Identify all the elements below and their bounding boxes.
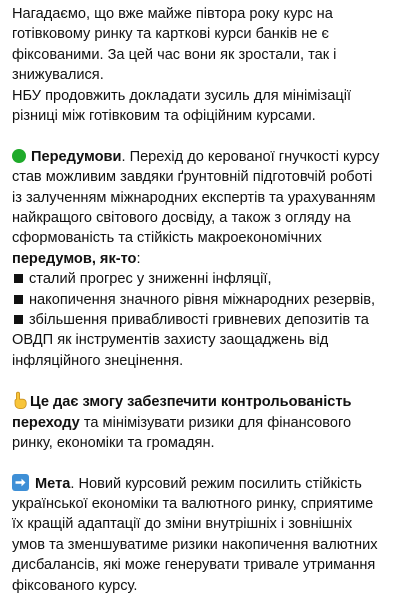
prerequisites-paragraph [12, 147, 392, 371]
text-line: сформованість та стійкість макроекономічних [12, 230, 322, 247]
text-line [12, 474, 392, 494]
text-fragment: та мінімізувати ризики для фінансового [79, 414, 352, 431]
bold-fragment: передумов, як-то [12, 250, 137, 267]
bullet-item [12, 310, 392, 330]
text-line: фіксованими. За цей час вони як зростали, так і [12, 46, 337, 63]
right-arrow-icon [12, 474, 29, 491]
text-line [12, 249, 392, 269]
goal-paragraph [12, 474, 392, 596]
text-line: готівковому ринку та карткові курси банків не є [12, 26, 329, 43]
text-line: Нагадаємо, що вже майже півтора року курс на [12, 6, 333, 22]
control-paragraph [12, 391, 392, 453]
intro-paragraph [12, 4, 392, 126]
square-bullet-icon [14, 315, 23, 324]
text-line: ринку, економіки та громадян. [12, 435, 215, 452]
bullet-text: сталий прогрес у зниженні інфляції, [29, 271, 272, 288]
bullet-item [12, 290, 392, 310]
goal-title: Мета [35, 475, 71, 492]
bold-fragment: Це дає змогу забезпечити контрольованість [30, 394, 352, 411]
square-bullet-icon [14, 274, 23, 283]
text-line [12, 391, 392, 412]
text-line: найкращого світового досвіду, а також з огляду на [12, 210, 351, 227]
bullet-item [12, 269, 392, 289]
text-fragment: : [136, 250, 141, 267]
text-line: різниці між готівковим та офіційним курсами. [12, 108, 316, 125]
text-line: умов та зменшуватиме ризики накопичення валютних [12, 536, 378, 553]
bullet-text-continued: інфляційного знецінення. [12, 352, 184, 369]
text-fragment: . Новий курсовий режим посилить стійкість [70, 475, 362, 492]
prerequisites-title: Передумови [31, 148, 122, 165]
text-line [12, 413, 392, 433]
pointing-hand-icon [12, 391, 28, 409]
text-line: став можливим завдяки ґрунтовній підготовчій роботі [12, 169, 373, 186]
text-line: дисбалансів, які може генерувати тривале утримання [12, 557, 376, 574]
text-line [12, 147, 392, 167]
text-line: української економіки та валютного ринку, сприятиме [12, 495, 374, 512]
square-bullet-icon [14, 295, 23, 304]
text-line: НБУ продовжить докладати зусиль для мінімізації [12, 87, 351, 104]
text-line: знижувалися. [12, 67, 104, 84]
text-line: їх кращій адаптації до зміни внутрішніх і зовнішніх [12, 516, 353, 533]
bullet-text: збільшення привабливості гривневих депозитів та [29, 312, 369, 329]
text-line: фіксованого курсу. [12, 577, 138, 594]
bullet-text: накопичення значного рівня міжнародних резервів, [29, 291, 375, 308]
green-circle-icon [12, 149, 26, 163]
text-line: із залученням міжнародних експертів та урахуванням [12, 189, 376, 206]
bullet-text-continued: ОВДП як інструментів захисту заощаджень від [12, 332, 329, 349]
text-fragment: . Перехід до керованої гнучкості курсу [121, 148, 380, 165]
bold-fragment: переходу [12, 414, 80, 431]
